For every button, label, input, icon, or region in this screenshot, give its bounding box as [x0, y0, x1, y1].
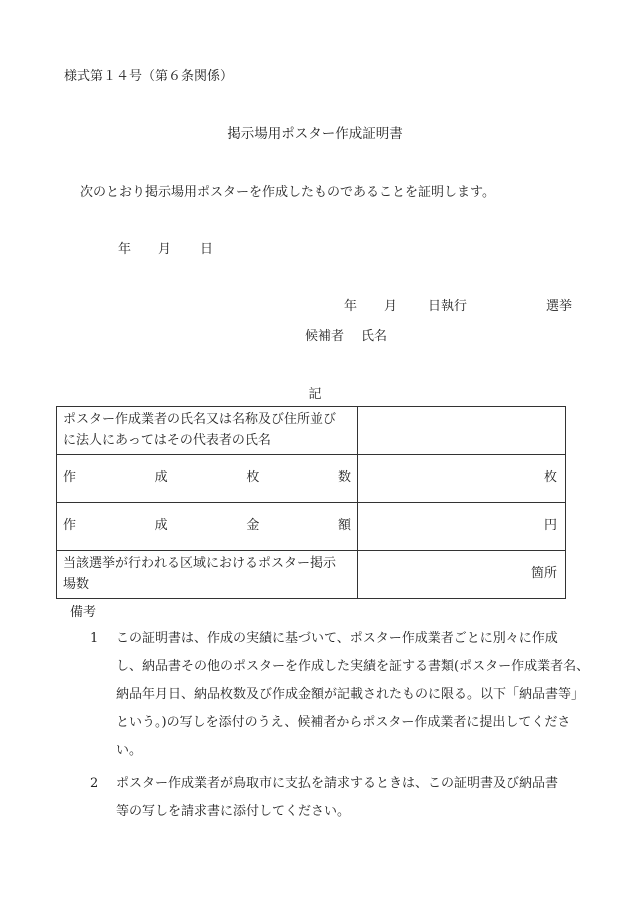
election-year-label: 年 — [344, 299, 358, 314]
form-number: 様式第１４号（第６条関係） — [64, 69, 234, 84]
note-2-line: 等の写しを請求書に添付してください。 — [116, 804, 351, 819]
poster-maker-label-line1: ポスター作成業者の氏名又は名称及び住所並び — [63, 412, 337, 428]
election-day-exec-label: 日執行 — [428, 299, 468, 314]
date-month-label: 月 — [158, 242, 172, 257]
note-1-line: この証明書は、作成の実績に基づいて、ポスター作成業者ごとに別々に作成 — [116, 631, 558, 646]
note-1-number: 1 — [90, 631, 99, 646]
candidate-label: 候補者 — [305, 329, 345, 344]
sheet-count-unit: 枚 — [358, 455, 566, 503]
poster-board-count-label — [57, 551, 358, 599]
poster-board-count-label-line2: 場数 — [63, 576, 90, 592]
production-cost-char: 額 — [337, 518, 351, 534]
sheet-count-char: 数 — [337, 470, 351, 486]
election-type-label: 選挙 — [546, 299, 573, 314]
poster-board-count-unit: 箇所 — [358, 551, 566, 599]
details-table — [56, 406, 566, 599]
production-cost-char: 成 — [154, 518, 168, 534]
table-row — [57, 551, 566, 599]
candidate-row — [305, 330, 387, 343]
note-2-number: 2 — [90, 776, 99, 791]
poster-board-count-label-line1: 当該選挙が行われる区域におけるポスター掲示 — [63, 556, 337, 572]
table-row — [57, 503, 566, 551]
election-month-label: 月 — [384, 299, 398, 314]
remarks-note-2 — [90, 770, 586, 826]
document-title: 掲示場用ポスター作成証明書 — [227, 126, 403, 142]
table-row — [57, 455, 566, 503]
note-1-line: し、納品書その他のポスターを作成した実績を証する書類(ポスター作成業者名、 — [116, 659, 590, 674]
election-date-row — [344, 300, 572, 313]
note-1-line: という。)の写しを添付のうえ、候補者からポスター作成業者に提出してくださ — [116, 715, 571, 730]
remarks-note-1 — [90, 625, 590, 765]
table-row — [57, 407, 566, 455]
note-1-line: 納品年月日、納品枚数及び作成金額が記載されたものに限る。以下「納品書等」 — [116, 687, 585, 702]
date-year-label: 年 — [118, 242, 132, 257]
production-cost-char: 作 — [63, 518, 77, 534]
poster-maker-label-line2: に法人にあってはその代表者の氏名 — [63, 432, 271, 448]
date-day-label: 日 — [200, 242, 214, 257]
sheet-count-char: 作 — [63, 470, 77, 486]
production-cost-label — [57, 503, 358, 551]
ki-heading: 記 — [308, 387, 322, 402]
production-cost-unit: 円 — [358, 503, 566, 551]
intro-statement: 次のとおり掲示場用ポスターを作成したものであることを証明します。 — [80, 185, 495, 200]
poster-maker-label — [57, 407, 358, 455]
note-1-line: い。 — [116, 743, 143, 758]
sheet-count-char: 成 — [154, 470, 168, 486]
sheet-count-char: 枚 — [246, 470, 260, 486]
poster-maker-value — [358, 407, 566, 455]
sheet-count-label — [57, 455, 358, 503]
production-cost-char: 金 — [246, 518, 260, 534]
candidate-name-label: 氏名 — [361, 329, 388, 344]
certification-date — [118, 243, 213, 256]
remarks-heading: 備考 — [70, 605, 97, 620]
note-2-line: ポスター作成業者が鳥取市に支払を請求するときは、この証明書及び納品書 — [116, 776, 559, 791]
